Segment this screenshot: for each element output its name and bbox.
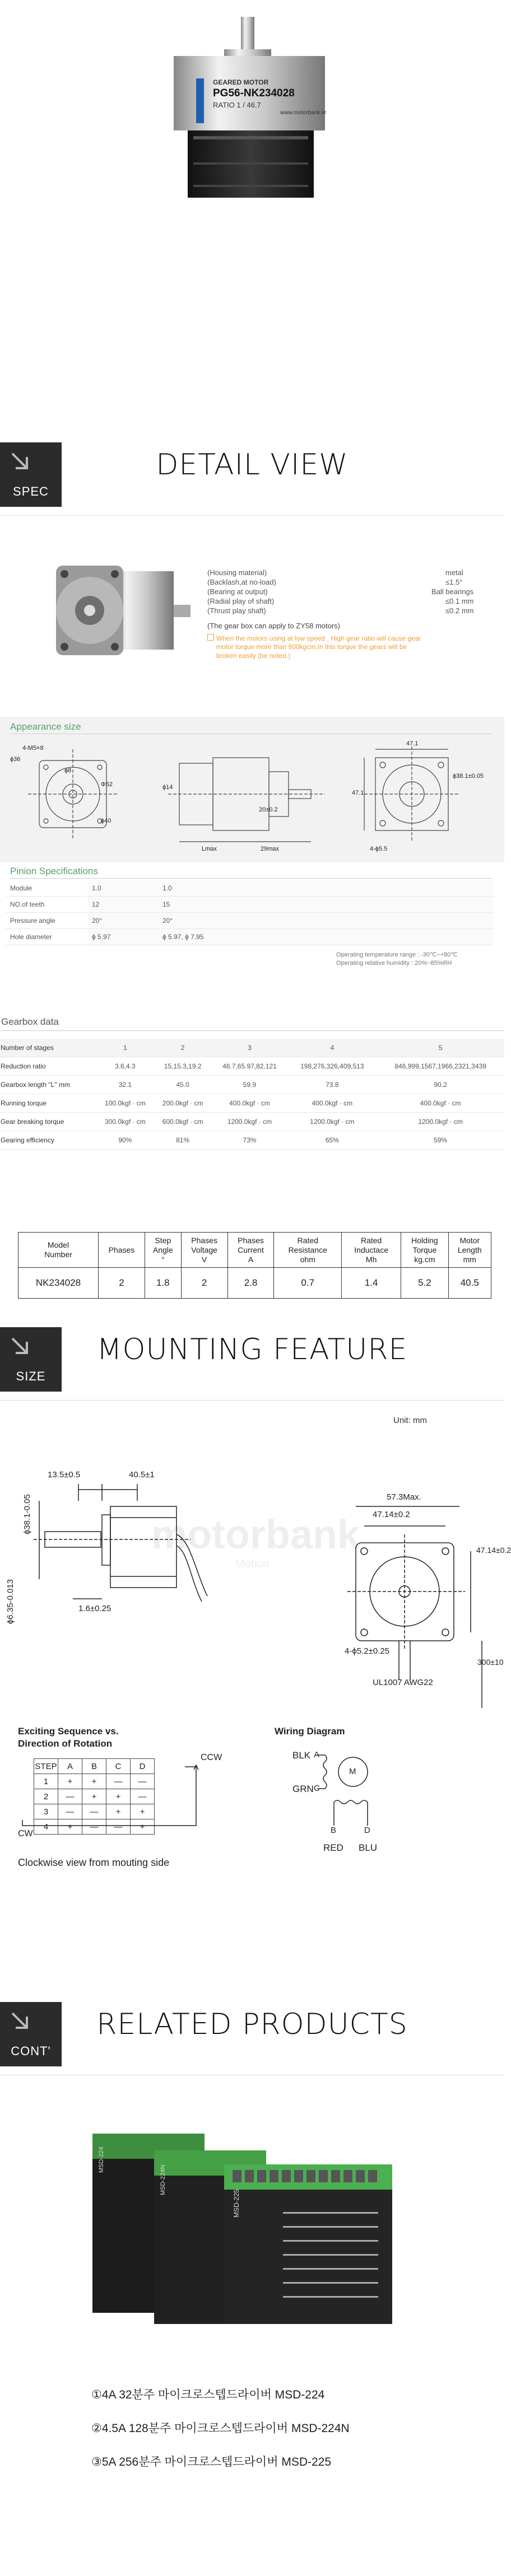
wire-d: D xyxy=(364,1826,370,1835)
table-header-cell: 1 xyxy=(96,1039,154,1057)
cw-label: CW xyxy=(18,1829,33,1838)
spec-badge-label: SPEC xyxy=(13,484,49,498)
label-brand: GEARED MOTOR xyxy=(213,78,269,86)
table-cell: 1.4 xyxy=(342,1268,401,1299)
table-row xyxy=(6,880,493,897)
table-header-cell: Holding Torque kg.cm xyxy=(401,1233,448,1268)
table-cell: 400.0kgf · cm xyxy=(377,1094,504,1113)
table-cell xyxy=(299,880,493,897)
appearance-drawing xyxy=(11,738,499,856)
table-cell xyxy=(229,929,299,945)
wire-blk: BLK xyxy=(292,1750,311,1761)
spec-row xyxy=(207,587,504,597)
table-cell: 100.0kgf · cm xyxy=(96,1094,154,1113)
wire-red: RED xyxy=(323,1842,343,1853)
warning-line-1 xyxy=(207,634,421,642)
spec-row xyxy=(207,578,504,587)
spec-key: (Housing material) xyxy=(207,568,267,577)
wire-a: A xyxy=(314,1750,320,1760)
op-temp-note: Operating temperature range : -30℃~+80℃ xyxy=(336,951,458,958)
table-cell: 90.2 xyxy=(377,1076,504,1094)
dim-label: 47.1 xyxy=(406,740,419,747)
dim-label: 57.3Max. xyxy=(387,1492,421,1502)
table-cell: Pressure angle xyxy=(6,913,87,929)
divider xyxy=(10,878,492,879)
table-cell xyxy=(299,897,493,913)
size-badge-label: SIZE xyxy=(16,1369,46,1383)
table-header-cell: Model Number xyxy=(18,1233,99,1268)
motor-symbol: M xyxy=(349,1767,356,1776)
table-cell: 5.2 xyxy=(401,1268,448,1299)
table-cell xyxy=(229,913,299,929)
detail-spec-list xyxy=(207,568,504,616)
table-cell: 73.8 xyxy=(287,1076,377,1094)
table-cell xyxy=(229,897,299,913)
geared-motor-photo xyxy=(162,17,342,202)
table-cell: 400.0kgf · cm xyxy=(287,1094,377,1113)
table-cell: ϕ 5.97 xyxy=(87,929,158,945)
table-cell: Gearing efficiency xyxy=(0,1131,96,1150)
table-cell: Running torque xyxy=(0,1094,96,1113)
spec-row xyxy=(207,568,504,578)
table-cell: 3.6,4.3 xyxy=(96,1057,154,1076)
table-header-cell: Number of stages xyxy=(0,1039,96,1057)
table-header-cell: Motor Length mm xyxy=(448,1233,491,1268)
product-item[interactable]: ③5A 256분주 마이크로스텝드라이버 MSD-225 xyxy=(91,2456,332,2468)
product-item[interactable]: ②4.5A 128분주 마이크로스텝드라이버 MSD-224N xyxy=(91,2422,350,2435)
table-cell: 2 xyxy=(99,1268,145,1299)
divider xyxy=(0,1030,504,1031)
table-header-cell: A xyxy=(58,1759,82,1774)
table-cell xyxy=(299,913,493,929)
table-cell: + xyxy=(58,1774,82,1789)
table-header-row xyxy=(18,1233,491,1268)
watermark: motorbank xyxy=(151,1513,360,1557)
table-cell: 1200.0kgf · cm xyxy=(287,1113,377,1131)
hero-image xyxy=(0,0,504,213)
table-cell: 1200.0kgf · cm xyxy=(212,1113,288,1131)
table-cell: 20° xyxy=(158,913,229,929)
op-humidity-note: Operating relative humidity : 20%~85%RH xyxy=(336,960,452,967)
table-cell: + xyxy=(131,1819,155,1835)
spec-value: metal xyxy=(445,568,463,577)
warning-line-2: motor torque more than 600kgcm,In this torque the gears will be xyxy=(216,643,407,651)
table-cell: Gearbox length "L" mm xyxy=(0,1076,96,1094)
table-row xyxy=(0,1113,504,1131)
spec-key: (Radial play of shaft) xyxy=(207,597,275,605)
table-cell: Reduction ratio xyxy=(0,1057,96,1076)
dim-label: 300±10 xyxy=(477,1658,504,1667)
spec-row xyxy=(207,606,504,616)
table-cell: 400.0kgf · cm xyxy=(212,1094,288,1113)
dim-label: ϕ40 xyxy=(101,818,112,824)
rotation-arrows xyxy=(11,1758,213,1837)
table-cell: — xyxy=(106,1774,131,1789)
table-row xyxy=(0,1057,504,1076)
table-cell: 59.9 xyxy=(212,1076,288,1094)
wire-c: C xyxy=(314,1784,320,1793)
table-cell: + xyxy=(106,1789,131,1804)
table-cell: — xyxy=(58,1804,82,1819)
table-cell: + xyxy=(58,1819,82,1835)
dim-label: 40.5±1 xyxy=(129,1470,155,1480)
table-cell: Gear breaking torque xyxy=(0,1113,96,1131)
dim-label: 29max xyxy=(261,846,280,852)
spec-row xyxy=(207,597,504,606)
table-cell: + xyxy=(82,1789,106,1804)
dim-label: 47.14±0.2 xyxy=(476,1546,511,1555)
wire-blu: BLU xyxy=(359,1842,378,1853)
table-row xyxy=(0,1076,504,1094)
table-cell: — xyxy=(58,1789,82,1804)
table-header-cell: STEP xyxy=(34,1759,58,1774)
spec-key: (Thrust play shaft) xyxy=(207,606,266,615)
table-cell: 1.0 xyxy=(158,880,229,897)
dim-label: ϕ36 xyxy=(10,756,21,763)
table-cell: 15,15.3,19.2 xyxy=(154,1057,212,1076)
table-cell: 32.1 xyxy=(96,1076,154,1094)
wire-b: B xyxy=(331,1826,337,1835)
dim-label: ϕ6.35-0.013 xyxy=(6,1579,15,1624)
table-cell: — xyxy=(131,1789,155,1804)
dim-label: ϕ38.1±0.05 xyxy=(453,773,484,780)
gearbox-title: Gearbox data xyxy=(1,1016,59,1027)
table-row xyxy=(6,897,493,913)
table-cell: — xyxy=(106,1819,131,1835)
dim-label: 4-M5×8 xyxy=(22,745,44,752)
table-header-cell: B xyxy=(82,1759,106,1774)
dim-label: 1.6±0.25 xyxy=(78,1604,112,1613)
table-cell: 45.0 xyxy=(154,1076,212,1094)
dim-label: 20±0.2 xyxy=(259,806,278,813)
label-site: www.motorbank.kr xyxy=(280,110,327,116)
drivers-photo xyxy=(81,2122,423,2330)
table-cell: ϕ 5.97, ϕ 7.95 xyxy=(158,929,229,945)
table-cell: 1.0 xyxy=(87,880,158,897)
table-header-cell: Phases xyxy=(99,1233,145,1268)
dim-label: 4-ϕ5.2±0.25 xyxy=(345,1646,390,1656)
size-title: MOUNTING FEATURE xyxy=(96,1333,408,1366)
table-cell xyxy=(299,929,493,945)
label-ratio: RATIO 1 / 46.7 xyxy=(213,101,261,109)
table-cell: + xyxy=(82,1774,106,1789)
dim-label: UL1007 AWG22 xyxy=(373,1678,433,1687)
table-cell: 200.0kgf · cm xyxy=(154,1094,212,1113)
sequence-title-1: Exciting Sequence vs. xyxy=(18,1726,119,1737)
table-cell: NO.of teeth xyxy=(6,897,87,913)
dim-label: ϕ38.1-0.05 xyxy=(22,1494,32,1534)
dim-label: 47.14±0.2 xyxy=(373,1510,410,1519)
table-header-cell: 4 xyxy=(287,1039,377,1057)
table-header-cell: 3 xyxy=(212,1039,288,1057)
table-header-cell: 5 xyxy=(377,1039,504,1057)
warning-text-1: When the motors using at low speed , High gear ratio will cause gear xyxy=(216,634,421,642)
table-header-cell: C xyxy=(106,1759,131,1774)
table-header-cell: Phases Current A xyxy=(227,1233,274,1268)
table-cell: 12 xyxy=(87,897,158,913)
sequence-title-2: Direction of Rotation xyxy=(18,1738,113,1749)
table-cell: 846,999,1567,1966,2321,3439 xyxy=(377,1057,504,1076)
label-model: PG56-NK234028 xyxy=(213,87,295,99)
table-cell: 90% xyxy=(96,1131,154,1150)
table-row xyxy=(0,1094,504,1113)
table-header-cell: Rated Inductace Mh xyxy=(342,1233,401,1268)
motor-spec-table xyxy=(18,1232,491,1299)
table-header-cell: 2 xyxy=(154,1039,212,1057)
table-header-cell: D xyxy=(131,1759,155,1774)
spec-title: DETAIL VIEW xyxy=(156,448,349,482)
table-cell: — xyxy=(82,1819,106,1835)
product-item[interactable]: ①4A 32분주 마이크로스텝드라이버 MSD-224 xyxy=(91,2388,325,2401)
wiring-title: Wiring Diagram xyxy=(275,1726,345,1737)
table-cell: 46.7,65.97,82.121 xyxy=(212,1057,288,1076)
divider xyxy=(0,1400,504,1401)
gearbox-photo xyxy=(39,554,191,666)
spec-key: (Bearing at output) xyxy=(207,587,268,596)
dim-label: ϕ14 xyxy=(162,784,173,791)
table-cell: 2.8 xyxy=(227,1268,274,1299)
table-cell: 15 xyxy=(158,897,229,913)
mounting-drawing xyxy=(22,1467,493,1714)
driver-label-1: MSD-224 xyxy=(98,2146,105,2173)
spec-value: ≤1.5° xyxy=(445,578,463,586)
watermark-sub: Motion xyxy=(235,1558,270,1570)
table-cell: — xyxy=(82,1804,106,1819)
cont-title: RELATED PRODUCTS xyxy=(96,2008,408,2041)
table-cell: — xyxy=(131,1774,155,1789)
table-header-cell: Phases Voltage V xyxy=(181,1233,227,1268)
size-section-header xyxy=(0,1316,504,1406)
table-cell: NK234028 xyxy=(18,1268,99,1299)
spec-value: Ball bearings xyxy=(431,587,474,596)
ccw-label: CCW xyxy=(201,1753,222,1762)
gearbox-table xyxy=(0,1039,504,1150)
table-cell: 2 xyxy=(34,1789,58,1804)
apply-note: (The gear box can apply to ZY58 motors) xyxy=(207,622,341,630)
table-cell: + xyxy=(131,1804,155,1819)
dim-label: Lmax xyxy=(202,846,217,852)
table-cell: 0.7 xyxy=(274,1268,342,1299)
appearance-title: Appearance size xyxy=(10,721,81,732)
driver-label-2: MSD-224N xyxy=(160,2164,166,2195)
divider xyxy=(0,515,504,516)
dim-label: 4-ϕ5.5 xyxy=(370,846,388,852)
clockwise-note: Clockwise view from mouting side xyxy=(18,1857,170,1868)
table-cell: Module xyxy=(6,880,87,897)
table-cell: 20° xyxy=(87,913,158,929)
warning-line-3: broken easily (be noted.) xyxy=(216,652,291,660)
table-cell: Hole diameter xyxy=(6,929,87,945)
table-cell: 3 xyxy=(34,1804,58,1819)
table-row xyxy=(0,1131,504,1150)
table-cell: 2 xyxy=(181,1268,227,1299)
table-cell: 59% xyxy=(377,1131,504,1150)
wire-grn: GRN xyxy=(292,1784,314,1794)
cont-section-header xyxy=(0,1991,504,2080)
table-cell: 1200.0kgf · cm xyxy=(377,1113,504,1131)
table-cell: 1 xyxy=(34,1774,58,1789)
driver-label-3: MSD-225 xyxy=(233,2189,240,2218)
table-row xyxy=(6,929,493,945)
table-row xyxy=(18,1268,491,1299)
table-cell: 300.0kgf · cm xyxy=(96,1113,154,1131)
pinion-title: Pinion Specifications xyxy=(10,866,98,876)
spec-value: ≤0.2 mm xyxy=(445,606,474,615)
table-cell: 198,276,326,409,513 xyxy=(287,1057,377,1076)
pinion-table xyxy=(6,880,493,945)
table-cell: + xyxy=(106,1804,131,1819)
table-cell: 600.0kgf · cm xyxy=(154,1113,212,1131)
dim-label: 47.1 xyxy=(352,790,364,796)
table-header-row xyxy=(0,1039,504,1057)
warning-icon xyxy=(207,634,214,641)
dim-label: Φ52 xyxy=(101,781,113,788)
table-cell: 4 xyxy=(34,1819,58,1835)
table-cell: 1.8 xyxy=(145,1268,181,1299)
spec-key: (Backlash,at no-load) xyxy=(207,578,276,586)
table-cell xyxy=(229,880,299,897)
spec-section-header xyxy=(0,431,504,521)
table-header-cell: Rated Resistance ohm xyxy=(274,1233,342,1268)
table-cell: 73% xyxy=(212,1131,288,1150)
table-row xyxy=(6,913,493,929)
table-cell: 81% xyxy=(154,1131,212,1150)
dim-label: 13.5±0.5 xyxy=(48,1470,81,1480)
cont-badge-label: CONT' xyxy=(11,2044,51,2058)
unit-label: Unit: mm xyxy=(393,1416,427,1425)
table-header-cell: Step Angle ° xyxy=(145,1233,181,1268)
table-cell: 40.5 xyxy=(448,1268,491,1299)
table-cell: 65% xyxy=(287,1131,377,1150)
dim-label: ϕ8 xyxy=(64,767,72,774)
spec-value: ≤0.1 mm xyxy=(445,597,474,605)
